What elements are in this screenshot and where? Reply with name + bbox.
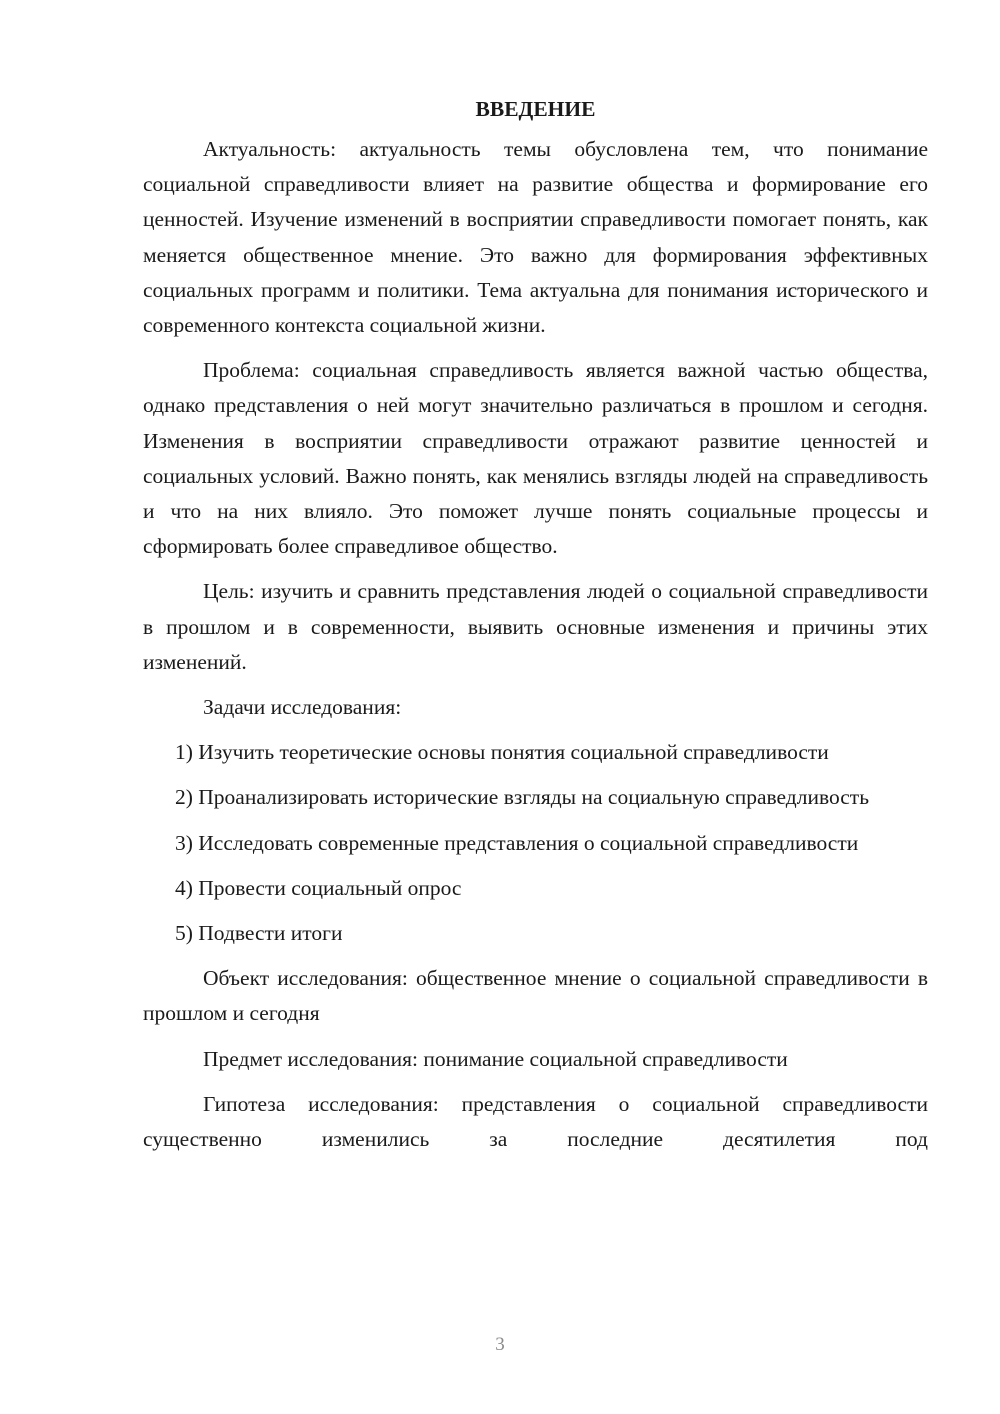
- tasks-list: [143, 735, 928, 951]
- subject-paragraph: Предмет исследования: понимание социальной справедливости: [203, 1046, 788, 1071]
- page-number: 3: [495, 1334, 505, 1355]
- hypothesis-paragraph: Гипотеза исследования: представления о социальной справедливости существенно изменились за последние десятилетия под: [143, 1091, 928, 1152]
- list-item: 3) Исследовать современные представления о социальной справедливости: [175, 830, 859, 855]
- list-item: 2) Проанализировать исторические взгляды на социальную справедливость: [175, 785, 869, 810]
- goal-paragraph: Цель: изучить и сравнить представления людей о социальной справедливости в прошлом и в современности, выявить основные изменения и причины этих изменений.: [143, 579, 928, 674]
- page-title: ВВЕДЕНИЕ: [475, 97, 596, 121]
- list-item: 5) Подвести итоги: [175, 921, 343, 946]
- object-paragraph: Объект исследования: общественное мнение о социальной справедливости в прошлом и сегодня: [143, 966, 928, 1026]
- relevance-paragraph: Актуальность: актуальность темы обусловлена тем, что понимание социальной справедливости влияет на развитие общества и формирование его ценностей. Изучение изменений в восприятии справедливости помогает понять, как меняется общественное мнение. Это важно для формирования эффективных социальных программ и политики. Тема актуальна для понимания исторического и современного контекста социальной жизни.: [143, 137, 928, 338]
- problem-paragraph: Проблема: социальная справедливость является важной частью общества, однако представления о ней могут значительно различаться в прошлом и сегодня. Изменения в восприятии справедливости отражают развитие ценностей и социальных условий. Важно понять, как менялись взгляды людей на справедливость и что на них влияло. Это поможет лучше понять социальные процессы и сформировать более справедливое общество.: [143, 358, 928, 559]
- list-item: 4) Провести социальный опрос: [175, 875, 462, 900]
- tasks-heading: Задачи исследования:: [203, 695, 402, 720]
- document-page: [143, 92, 928, 1167]
- list-item: 1) Изучить теоретические основы понятия социальной справедливости: [175, 740, 829, 765]
